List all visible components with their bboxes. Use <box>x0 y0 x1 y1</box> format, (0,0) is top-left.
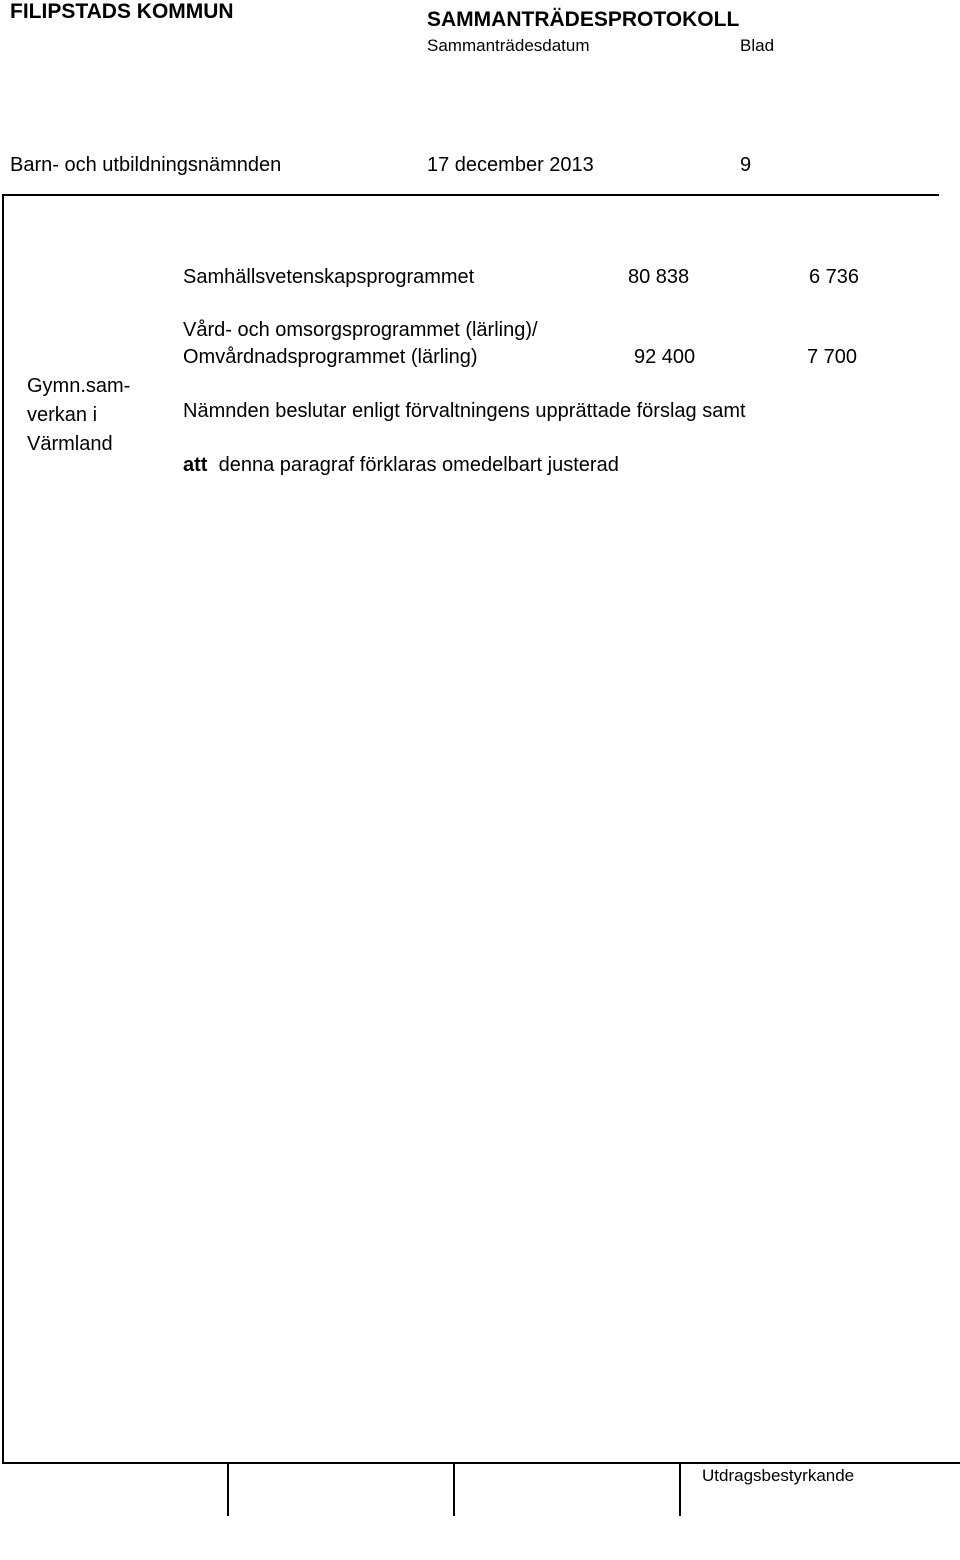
decision-att-clause <box>183 454 619 477</box>
certification-label: Utdragsbestyrkande <box>702 1466 855 1485</box>
att-text: denna paragraf förklaras omedelbart justerad <box>218 454 619 476</box>
program-amount-2: 7 700 <box>807 346 858 368</box>
program-name: Samhällsvetenskapsprogrammet <box>183 266 475 288</box>
frame-left-border <box>2 194 4 1464</box>
program-amount-2: 6 736 <box>809 266 860 288</box>
program-name: Omvårdnadsprogrammet (lärling) <box>183 346 478 368</box>
margin-note-line: Värmland <box>27 433 113 455</box>
page-number: 9 <box>740 154 752 176</box>
committee-name: Barn- och utbildningsnämnden <box>10 154 282 176</box>
frame-top-border <box>2 194 939 196</box>
program-amount-1: 80 838 <box>628 266 690 288</box>
program-amount-1: 92 400 <box>634 346 696 368</box>
margin-note <box>27 372 157 459</box>
footer-border <box>2 1462 960 1464</box>
footer-divider <box>453 1464 455 1516</box>
document-title: SAMMANTRÄDESPROTOKOLL <box>427 8 740 31</box>
margin-note-line: Gymn.sam- <box>27 375 131 397</box>
page-label: Blad <box>740 36 775 55</box>
margin-note-line: verkan i <box>27 404 98 426</box>
att-keyword: att <box>183 454 208 476</box>
program-name-line1: Vård- och omsorgsprogrammet (lärling)/ <box>183 319 538 341</box>
date-label: Sammanträdesdatum <box>427 36 590 55</box>
decision-statement: Nämnden beslutar enligt förvaltningens upprättade förslag samt <box>183 400 746 422</box>
organization-name: FILIPSTADS KOMMUN <box>10 0 234 23</box>
footer-divider <box>679 1464 681 1516</box>
meeting-date: 17 december 2013 <box>427 154 594 176</box>
footer-divider <box>227 1464 229 1516</box>
